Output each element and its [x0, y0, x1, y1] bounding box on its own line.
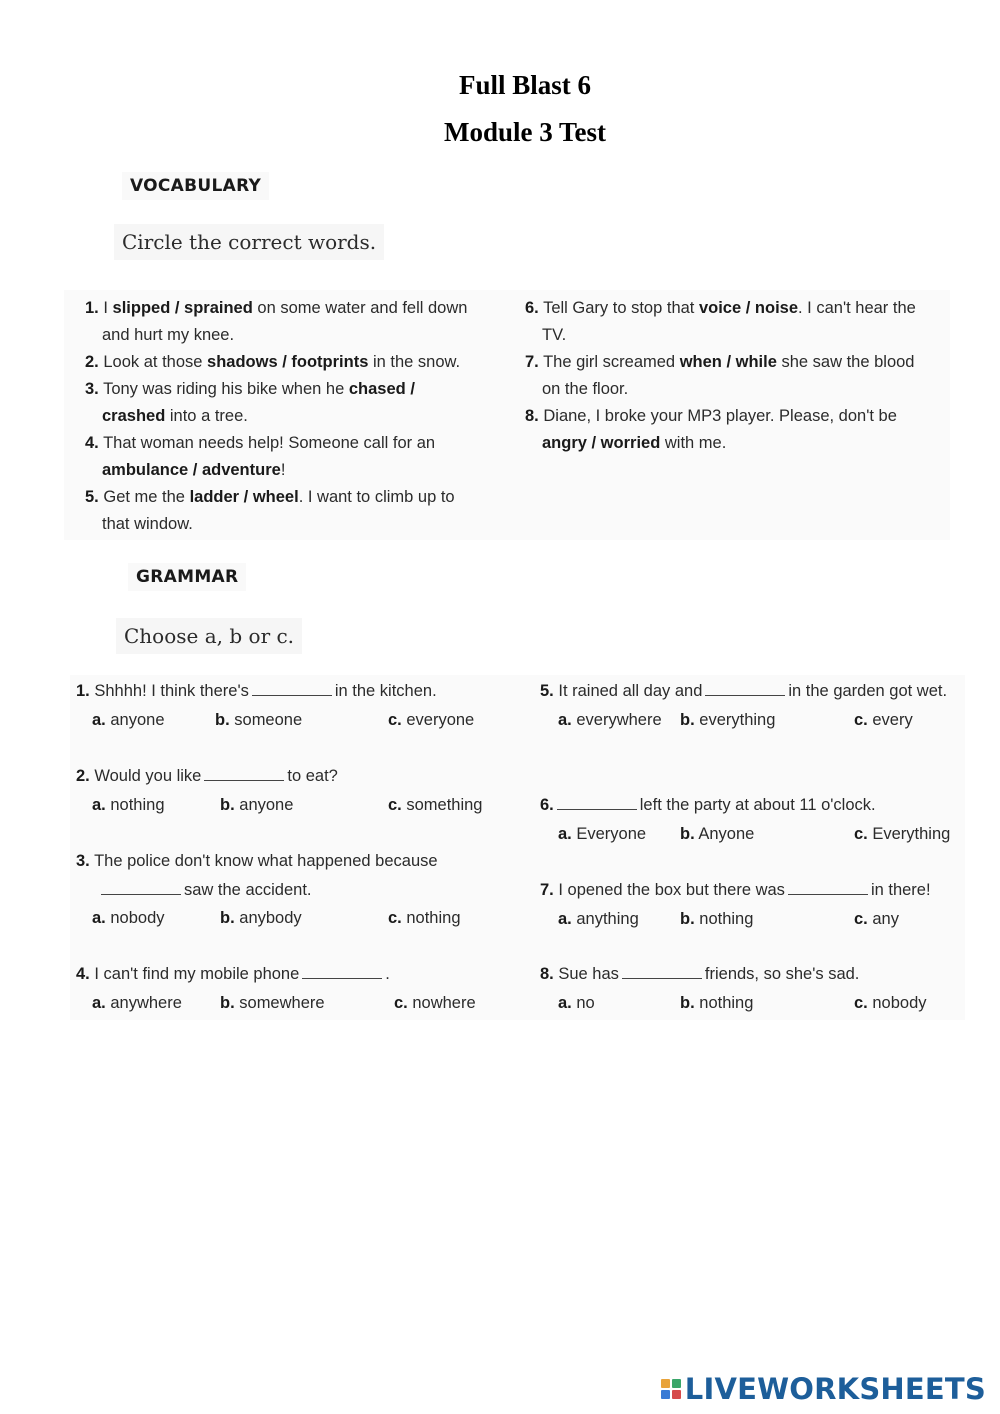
logo-mark-square — [672, 1379, 681, 1388]
option-c[interactable]: c. everyone — [388, 710, 475, 729]
vocabulary-item: 4. That woman needs help! Someone call for an ambulance / adventure! — [85, 434, 436, 479]
answer-blank[interactable] — [204, 766, 284, 781]
answer-choices[interactable]: slipped / sprained — [112, 299, 253, 317]
answer-choices[interactable]: voice / noise — [698, 299, 799, 317]
option-c[interactable]: c. any — [854, 909, 899, 928]
option-b[interactable]: b. Anyone — [680, 824, 755, 843]
option-b[interactable]: b. everything — [680, 710, 776, 729]
liveworksheets-logo[interactable] — [661, 1372, 986, 1406]
option-c[interactable]: c. nothing — [388, 909, 461, 927]
option-c[interactable]: c. nobody — [854, 993, 927, 1012]
answer-choices[interactable]: when / while — [679, 353, 777, 371]
grammar-item: 5. It rained all day and in the garden got wet. a. everywhere b. everything c. every — [540, 677, 960, 734]
vocabulary-item: 8. Diane, I broke your MP3 player. Please, don't be angry / worried with me. — [525, 407, 897, 452]
vocabulary-column-left — [85, 295, 480, 538]
vocabulary-item: 3. Tony was riding his bike when he chased / crashed into a tree. — [85, 380, 415, 425]
option-a[interactable]: a. anyone — [92, 710, 165, 729]
logo-mark-square — [661, 1379, 670, 1388]
answer-choices[interactable]: ambulance / adventure — [102, 461, 281, 479]
answer-choices[interactable]: chased / crashed — [102, 380, 415, 425]
grammar-item: 4. I can't find my mobile phone . a. anywhere b. somewhere c. nowhere — [76, 960, 516, 1017]
answer-choices[interactable]: shadows / footprints — [207, 353, 369, 371]
option-a[interactable]: a. anywhere — [92, 993, 182, 1012]
grammar-instruction: Choose a, b or c. — [116, 618, 302, 654]
option-c[interactable]: c. Everything — [854, 824, 951, 843]
grammar-item: 7. I opened the box but there was in there! a. anything b. nothing c. any — [540, 876, 960, 933]
vocabulary-item: 1. I slipped / sprained on some water and fell down and hurt my knee. — [85, 299, 468, 344]
logo-mark-square — [672, 1390, 681, 1399]
answer-blank[interactable] — [557, 795, 637, 810]
option-a[interactable]: a. nothing — [92, 795, 165, 814]
grammar-item: 8. Sue has friends, so she's sad. a. no b. nothing c. nobody — [540, 960, 960, 1017]
vocabulary-item: 7. The girl screamed when / while she saw the blood on the floor. — [525, 353, 915, 398]
answer-blank[interactable] — [788, 880, 868, 895]
page-title: Full Blast 6 — [458, 70, 592, 100]
option-c[interactable]: c. every — [854, 710, 913, 729]
logo-mark-icon — [661, 1379, 681, 1399]
logo-mark-square — [661, 1390, 670, 1399]
answer-blank[interactable] — [252, 681, 332, 696]
vocabulary-item: 2. Look at those shadows / footprints in the snow. — [85, 353, 461, 371]
vocabulary-item: 5. Get me the ladder / wheel. I want to climb up to that window. — [85, 488, 455, 533]
option-c[interactable]: c. something — [388, 795, 483, 814]
grammar-item: 6. left the party at about 11 o'clock. a. Everyone b. Anyone c. Everything — [540, 791, 960, 848]
option-b[interactable]: b. someone — [215, 710, 303, 729]
option-b[interactable]: b. nothing — [680, 909, 754, 928]
option-b[interactable]: b. nothing — [680, 993, 754, 1012]
option-c[interactable]: c. nowhere — [394, 993, 476, 1012]
grammar-heading: GRAMMAR — [128, 563, 246, 591]
grammar-item: 3. The police don't know what happened because saw the accident. a. nobody b. anybody c. nothing — [76, 847, 516, 933]
answer-blank[interactable] — [705, 681, 785, 696]
answer-blank[interactable] — [101, 880, 181, 895]
grammar-item: 1. Shhhh! I think there's in the kitchen. a. anyone b. someone c. everyone — [76, 677, 516, 734]
vocabulary-heading: VOCABULARY — [122, 172, 269, 200]
option-a[interactable]: a. nobody — [92, 909, 165, 927]
option-b[interactable]: b. somewhere — [220, 993, 325, 1012]
option-b[interactable]: b. anyone — [220, 795, 294, 814]
vocabulary-instruction: Circle the correct words. — [114, 224, 384, 260]
vocabulary-item: 6. Tell Gary to stop that voice / noise. I can't hear the TV. — [525, 299, 916, 344]
grammar-item: 2. Would you like to eat? a. nothing b. anyone c. something — [76, 762, 516, 819]
option-a[interactable]: a. no — [558, 993, 595, 1012]
answer-blank[interactable] — [622, 964, 702, 979]
option-b[interactable]: b. anybody — [220, 909, 302, 927]
option-a[interactable]: a. anything — [558, 909, 639, 928]
option-a[interactable]: a. Everyone — [558, 824, 647, 843]
answer-blank[interactable] — [302, 964, 382, 979]
vocabulary-column-right — [525, 295, 925, 457]
option-a[interactable]: a. everywhere — [558, 710, 662, 729]
page-subtitle: Module 3 Test — [443, 117, 607, 147]
answer-choices[interactable]: ladder / wheel — [189, 488, 299, 506]
logo-text: LIVEWORKSHEETS — [684, 1372, 986, 1406]
answer-choices[interactable]: angry / worried — [542, 434, 661, 452]
